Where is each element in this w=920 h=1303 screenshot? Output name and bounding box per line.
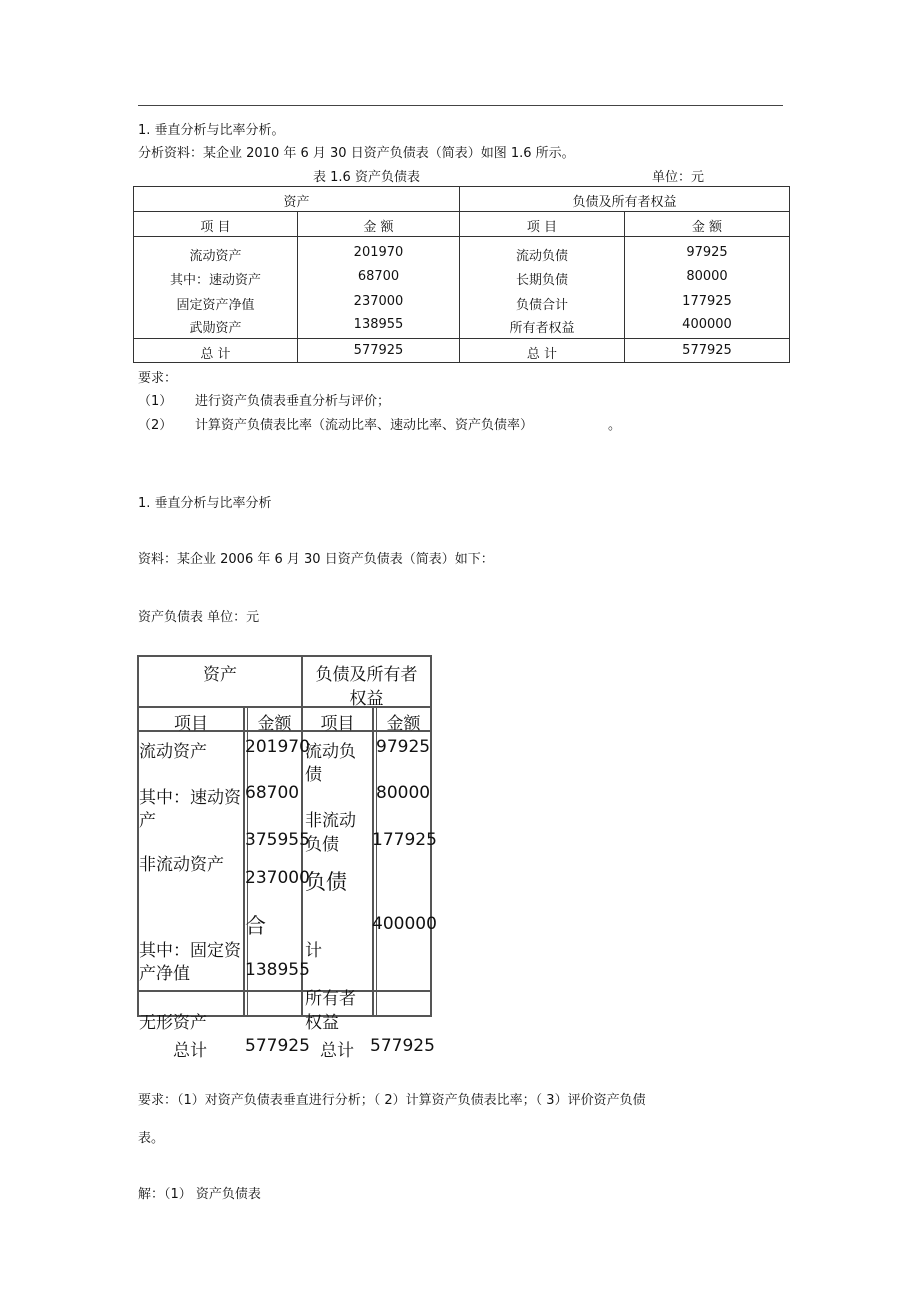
- part1-unit: 单位：元: [652, 170, 705, 185]
- t1-asset-amount: 201970: [353, 245, 404, 260]
- t1-assets-group: 资产: [283, 195, 310, 210]
- t2-a-intangible-amt: 138955: [245, 960, 310, 980]
- t2-a-fixed-l2: 产净值: [139, 964, 190, 984]
- t1-col-amount-a: 金 额: [363, 220, 394, 235]
- part2-requirements-line1: 要求：（1）对资产负债表垂直进行分析；（ 2）计算资产负债表比率；（ 3）评价资产负债: [138, 1093, 646, 1108]
- t1-asset-item: 固定资产净值: [176, 298, 255, 313]
- t1-asset-amount: 138955: [353, 317, 404, 332]
- t1-col-item-a: 项 目: [200, 220, 231, 235]
- t2-liab-group-l2: 权益: [349, 689, 384, 709]
- part1-req-label: 要求：: [138, 371, 178, 386]
- t1-total-label-a: 总 计: [200, 347, 231, 362]
- part1-table-caption: 表 1.6 资产负债表: [313, 170, 420, 185]
- t1-asset-amount: 237000: [353, 294, 404, 309]
- t1-col-item-l: 项 目: [526, 220, 558, 235]
- t2-col-item-a: 项目: [174, 714, 208, 734]
- part1-req2-num: （2）: [138, 418, 173, 433]
- t2-total-label-l: 总计: [320, 1041, 354, 1061]
- t2-total-liab: 577925: [370, 1036, 435, 1056]
- t2-col-item-l: 项目: [320, 714, 355, 734]
- t2-l-total-l1: 负债: [305, 870, 347, 894]
- t1-liab-amount: 400000: [682, 317, 732, 332]
- t1-total-assets: 577925: [353, 343, 404, 358]
- part2-heading: 1. 垂直分析与比率分析: [138, 496, 272, 511]
- t1-liab-group: 负债及所有者权益: [572, 195, 677, 210]
- t1-liab-amount: 97925: [686, 245, 728, 260]
- t2-a-noncurrent: 非流动资产: [139, 855, 224, 875]
- t1-liab-amount: 80000: [686, 269, 728, 284]
- t1-liab-item: 负债合计: [515, 298, 568, 313]
- t2-l-total-amt: 177925: [372, 830, 437, 850]
- part1-req2-text: 计算资产负债表比率（流动比率、速动比率、资产负债率）: [195, 418, 534, 433]
- t1-liab-item: 长期负债: [515, 273, 568, 288]
- t1-asset-item: 其中：速动资产: [169, 273, 261, 288]
- t2-a-current-amt: 201970: [245, 737, 310, 757]
- part1-req2-end: 。: [608, 418, 622, 433]
- t2-assets-group: 资产: [203, 665, 237, 685]
- top-rule: [138, 105, 783, 106]
- part2-table-title: 资产负债表 单位：元: [138, 610, 260, 625]
- t2-total-assets: 577925: [245, 1036, 310, 1056]
- t2-col-amount-a: 金额: [257, 714, 292, 734]
- t1-total-liab: 577925: [682, 343, 732, 358]
- t2-a-fixed-amt: 237000: [245, 868, 310, 888]
- t2-a-current: 流动资产: [139, 742, 207, 762]
- t2-l-current-amt: 97925: [376, 737, 431, 757]
- t2-l-total-l3: 计: [305, 941, 322, 961]
- t2-liab-group-l1: 负债及所有者: [315, 665, 418, 685]
- part1-req1-text: 进行资产负债表垂直分析与评价；: [195, 394, 391, 409]
- t2-a-noncurrent-amt: 375955: [245, 830, 310, 850]
- t2-a-fixed-l1: 其中：固定资: [139, 941, 241, 961]
- t1-liab-item: 所有者权益: [509, 321, 575, 336]
- t2-l-equity-l1: 所有者: [305, 989, 356, 1009]
- t1-col-amount-l: 金 额: [691, 220, 723, 235]
- t2-l-noncurrent-l1: 非流动: [305, 811, 356, 831]
- t1-asset-item: 武勋资产: [189, 321, 242, 336]
- t2-l-noncurrent-l2: 负债: [305, 835, 339, 855]
- t2-l-equity-amt: 400000: [372, 914, 437, 934]
- t2-a-intangible: 无形资产: [139, 1013, 207, 1033]
- t2-total-label-a: 总计: [173, 1041, 207, 1061]
- t2-a-quick-amt: 68700: [245, 783, 300, 803]
- t1-asset-item: 流动资产: [189, 249, 242, 264]
- part2-requirements-line2: 表。: [138, 1131, 165, 1146]
- t1-asset-amount: 68700: [357, 269, 400, 284]
- t1-liab-item: 流动负债: [515, 249, 568, 264]
- part1-req1-num: （1）: [138, 394, 173, 409]
- part2-solution: 解：（1） 资产负债表: [138, 1187, 261, 1202]
- t2-a-quick-l1: 其中：速动资: [139, 788, 241, 808]
- t1-liab-amount: 177925: [682, 294, 732, 309]
- t2-l-equity-l2: 权益: [305, 1013, 339, 1033]
- t2-l-current-l1: 流动负: [305, 742, 356, 762]
- t1-total-label-l: 总 计: [526, 347, 558, 362]
- t2-col-amount-l: 金额: [386, 714, 421, 734]
- t2-l-noncurrent-amt: 80000: [376, 783, 431, 803]
- part1-heading: 1. 垂直分析与比率分析。: [138, 123, 285, 138]
- part1-material: 分析资料：某企业 2010 年 6 月 30 日资产负债表（简表）如图 1.6 所示。: [138, 146, 575, 161]
- t2-a-quick-l2: 产: [139, 811, 156, 831]
- t2-l-total-l2: 合: [245, 914, 266, 938]
- t2-l-current-l2: 债: [305, 765, 322, 785]
- part2-material: 资料：某企业 2006 年 6 月 30 日资产负债表（简表）如下：: [138, 552, 494, 567]
